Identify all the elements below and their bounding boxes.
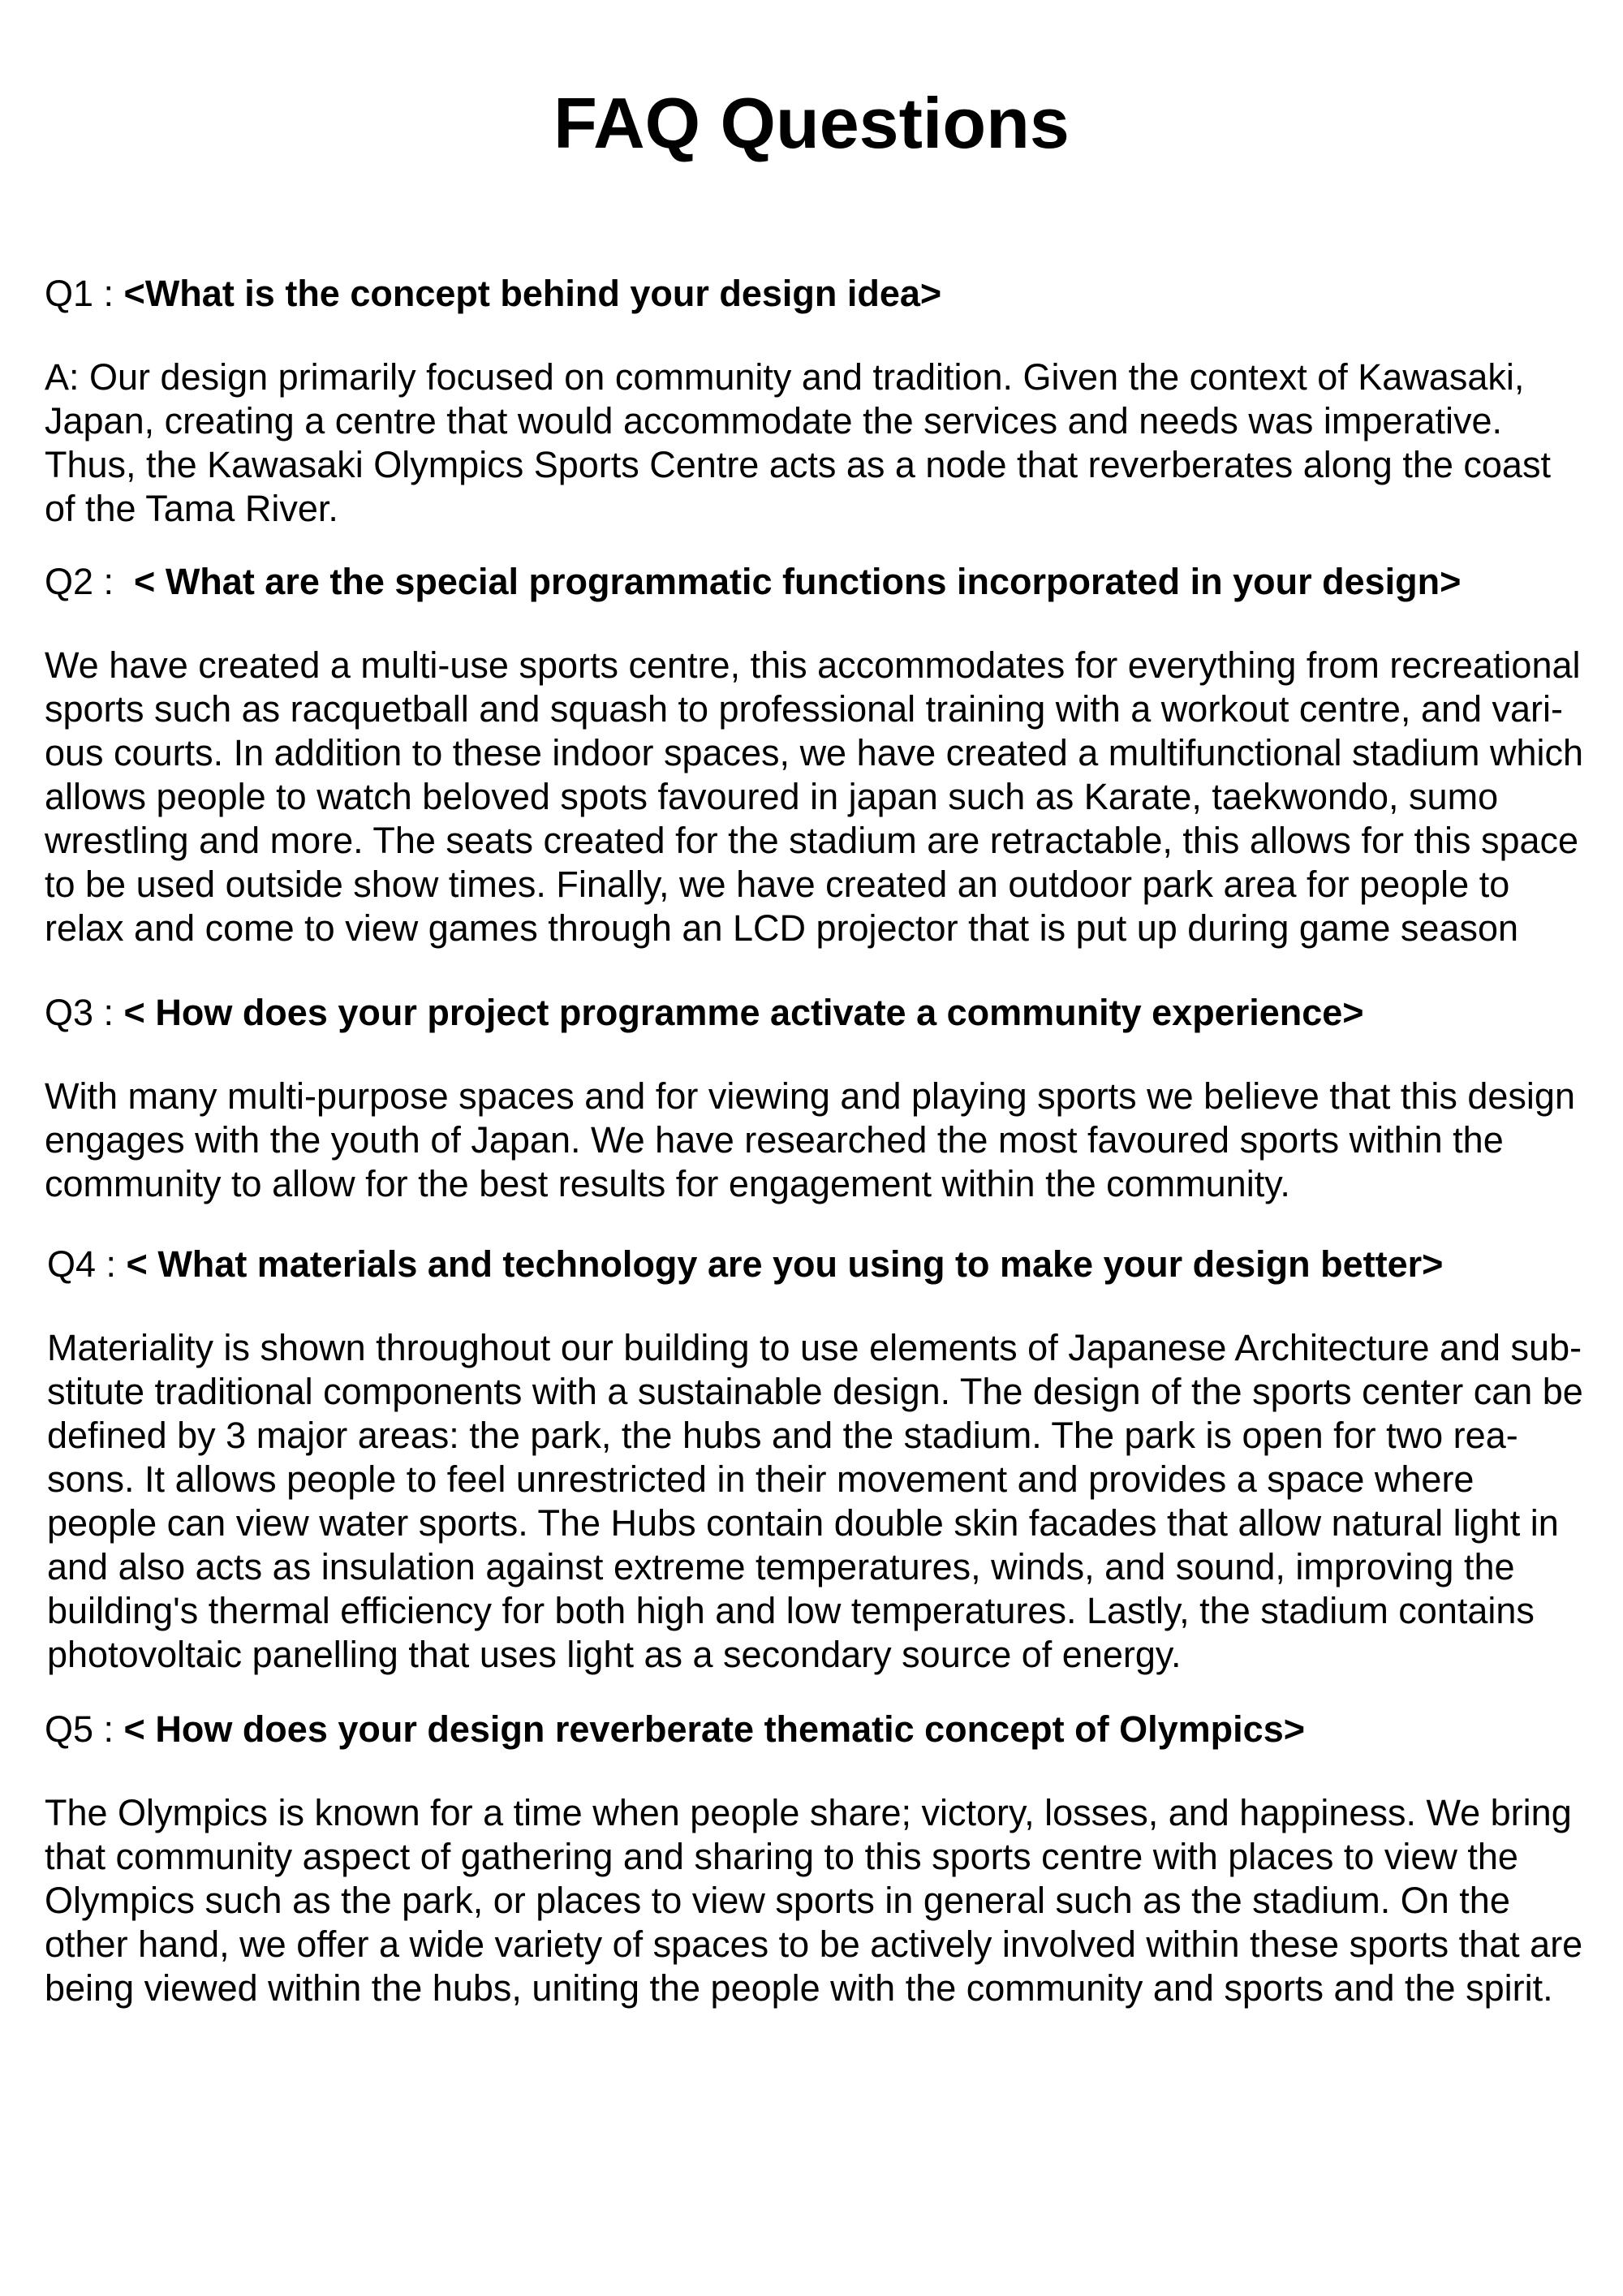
answer-line: The Olympics is known for a time when people share; victory, losses, and happiness. We bring xyxy=(45,1792,1572,1833)
answer-line: defined by 3 major areas: the park, the hubs and the stadium. The park is open for two rea- xyxy=(47,1415,1518,1456)
answer-line: of the Tama River. xyxy=(45,488,338,529)
answer-line: community to allow for the best results for engagement within the community. xyxy=(45,1163,1290,1204)
answer-line: allows people to watch beloved spots favoured in japan such as Karate, taekwondo, sumo xyxy=(45,776,1499,817)
question-number: Q4 : xyxy=(47,1243,127,1285)
faq-item-3 xyxy=(45,989,1623,1206)
question-number: Q3 : xyxy=(45,992,124,1033)
question-text: < What materials and technology are you using to make your design better> xyxy=(126,1243,1444,1285)
answer-line: With many multi-purpose spaces and for viewing and playing sports we believe that this design xyxy=(45,1075,1575,1117)
question-text: < What are the special programmatic functions incorporated in your design> xyxy=(134,561,1462,602)
answer-line: sports such as racquetball and squash to professional training with a workout centre, and vari- xyxy=(45,688,1564,730)
question-text: < How does your design reverberate thematic concept of Olympics> xyxy=(123,1708,1305,1750)
faq-answer xyxy=(45,355,1623,531)
question-number: Q2 : xyxy=(45,561,135,602)
answer-line: building's thermal efficiency for both high and low temperatures. Lastly, the stadium contains xyxy=(47,1590,1535,1631)
question-number: Q5 : xyxy=(45,1708,124,1750)
answer-line: Materiality is shown throughout our building to use elements of Japanese Architecture and sub- xyxy=(47,1327,1582,1368)
faq-answer xyxy=(45,644,1623,950)
page-title: FAQ Questions xyxy=(553,83,1070,163)
answer-line: engages with the youth of Japan. We have researched the most favoured sports within the xyxy=(45,1119,1504,1161)
faq-question xyxy=(47,1240,1623,1289)
question-text: <What is the concept behind your design idea> xyxy=(123,273,942,314)
answer-line: that community aspect of gathering and sharing to this sports centre with places to view the xyxy=(45,1836,1518,1877)
answer-line: other hand, we offer a wide variety of spaces to be actively involved within these sports that are xyxy=(45,1923,1583,1965)
question-text: < How does your project programme activate a community experience> xyxy=(123,992,1364,1033)
answer-line: Japan, creating a centre that would accommodate the services and needs was imperative. xyxy=(45,400,1502,442)
faq-question xyxy=(45,558,1623,606)
faq-answer xyxy=(47,1326,1623,1677)
faq-question xyxy=(45,269,1623,318)
faq-item-5 xyxy=(45,1705,1623,2010)
faq-item-4 xyxy=(47,1240,1623,1677)
question-number: Q1 : xyxy=(45,273,124,314)
answer-line: being viewed within the hubs, uniting the people with the community and sports and the spirit. xyxy=(45,1967,1553,2009)
answer-line: sons. It allows people to feel unrestricted in their movement and provides a space where xyxy=(47,1458,1474,1500)
answer-line: Thus, the Kawasaki Olympics Sports Centre acts as a node that reverberates along the coast xyxy=(45,444,1551,485)
answer-line: relax and come to view games through an LCD projector that is put up during game season xyxy=(45,907,1519,949)
answer-line: Olympics such as the park, or places to view sports in general such as the stadium. On the xyxy=(45,1880,1510,1921)
faq-question xyxy=(45,989,1623,1037)
answer-line: wrestling and more. The seats created for the stadium are retractable, this allows for this space xyxy=(45,820,1579,861)
faq-item-1 xyxy=(45,269,1623,531)
answer-line: We have created a multi-use sports centre, this accommodates for everything from recreational xyxy=(45,644,1581,686)
answer-line: stitute traditional components with a sustainable design. The design of the sports center can be xyxy=(47,1371,1583,1412)
answer-line: A: Our design primarily focused on community and tradition. Given the context of Kawasaki, xyxy=(45,356,1525,398)
answer-line: people can view water sports. The Hubs contain double skin facades that allow natural light in xyxy=(47,1502,1559,1544)
answer-line: ous courts. In addition to these indoor spaces, we have created a multifunctional stadium which xyxy=(45,732,1584,773)
answer-line: and also acts as insulation against extreme temperatures, winds, and sound, improving the xyxy=(47,1546,1515,1587)
answer-line: photovoltaic panelling that uses light as a secondary source of energy. xyxy=(47,1634,1182,1675)
faq-item-2 xyxy=(45,558,1623,950)
answer-line: to be used outside show times. Finally, we have created an outdoor park area for people to xyxy=(45,864,1510,905)
faq-question xyxy=(45,1705,1623,1754)
faq-answer xyxy=(45,1075,1623,1206)
faq-answer xyxy=(45,1791,1623,2010)
